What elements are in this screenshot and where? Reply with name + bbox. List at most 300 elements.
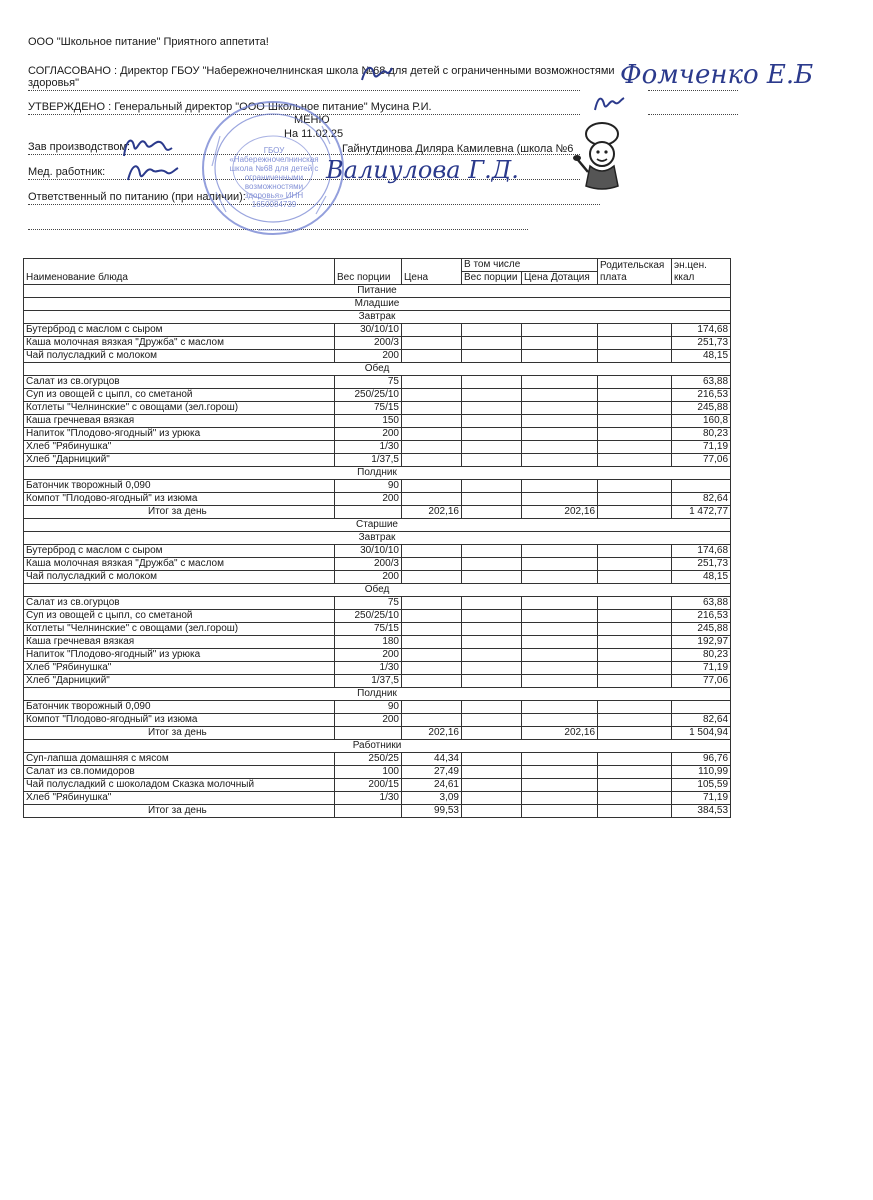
- parent-payment: [598, 701, 672, 714]
- energy-kcal: 251,73: [672, 558, 731, 571]
- subsidy-price: [522, 480, 598, 493]
- dish-name: Итог за день: [24, 506, 335, 519]
- table-row: [24, 402, 731, 415]
- subsidy-price: [522, 636, 598, 649]
- dish-name: Чай полусладкий с молоком: [24, 571, 335, 584]
- energy-kcal: 1 504,94: [672, 727, 731, 740]
- dish-name: Чай полусладкий с молоком: [24, 350, 335, 363]
- energy-kcal: 77,06: [672, 454, 731, 467]
- sub-portion-weight: [462, 506, 522, 519]
- sub-portion-weight: [462, 337, 522, 350]
- energy-kcal: [672, 701, 731, 714]
- energy-kcal: [672, 480, 731, 493]
- agreed-underline: [28, 90, 580, 91]
- subsidy-price: [522, 792, 598, 805]
- medic-initials-signature: [124, 158, 180, 190]
- sub-portion-weight: [462, 389, 522, 402]
- parent-payment: [598, 753, 672, 766]
- energy-kcal: 48,15: [672, 350, 731, 363]
- price: [402, 428, 462, 441]
- section-row: [24, 285, 731, 298]
- portion-weight: 90: [335, 480, 402, 493]
- section-title: Обед: [24, 584, 731, 597]
- director-sign-underline: [648, 90, 738, 91]
- parent-payment: [598, 376, 672, 389]
- dish-name: Напиток "Плодово-ягодный" из урюка: [24, 428, 335, 441]
- portion-weight: 1/30: [335, 441, 402, 454]
- subsidy-price: [522, 623, 598, 636]
- portion-weight: 200/3: [335, 337, 402, 350]
- price: 27,49: [402, 766, 462, 779]
- sub-portion-weight: [462, 324, 522, 337]
- table-row: [24, 428, 731, 441]
- energy-kcal: 245,88: [672, 623, 731, 636]
- portion-weight: 200: [335, 571, 402, 584]
- dish-name: Напиток "Плодово-ягодный" из урюка: [24, 649, 335, 662]
- energy-kcal: 110,99: [672, 766, 731, 779]
- portion-weight: 75/15: [335, 623, 402, 636]
- energy-kcal: 82,64: [672, 714, 731, 727]
- parent-payment: [598, 441, 672, 454]
- total-row: [24, 506, 731, 519]
- subsidy-price: [522, 441, 598, 454]
- dish-name: Хлеб "Дарницкий": [24, 675, 335, 688]
- agreed-line: СОГЛАСОВАНО : Директор ГБОУ "Набережночелнинская школа №68 для детей с ограниченными возможностями: [28, 65, 615, 77]
- subsidy-price: [522, 389, 598, 402]
- parent-payment: [598, 766, 672, 779]
- total-row: [24, 727, 731, 740]
- sub-portion-weight: [462, 597, 522, 610]
- subsidy-price: [522, 662, 598, 675]
- price: [402, 610, 462, 623]
- table-row: [24, 337, 731, 350]
- table-row: [24, 597, 731, 610]
- section-title: Работники: [24, 740, 731, 753]
- header-energy: [672, 259, 731, 285]
- dish-name: Салат из св.огурцов: [24, 376, 335, 389]
- subsidy-price: [522, 610, 598, 623]
- portion-weight: 1/30: [335, 662, 402, 675]
- portion-weight: [335, 506, 402, 519]
- subsidy-price: 202,16: [522, 727, 598, 740]
- section-row: [24, 584, 731, 597]
- parent-payment: [598, 649, 672, 662]
- parent-payment: [598, 610, 672, 623]
- table-row: [24, 701, 731, 714]
- portion-weight: 180: [335, 636, 402, 649]
- sub-portion-weight: [462, 571, 522, 584]
- portion-weight: 100: [335, 766, 402, 779]
- price: [402, 480, 462, 493]
- portion-weight: 1/37,5: [335, 454, 402, 467]
- section-row: [24, 363, 731, 376]
- sub-portion-weight: [462, 480, 522, 493]
- table-row: [24, 610, 731, 623]
- energy-kcal: 48,15: [672, 571, 731, 584]
- sub-portion-weight: [462, 623, 522, 636]
- dish-name: Хлеб "Дарницкий": [24, 454, 335, 467]
- parent-payment: [598, 506, 672, 519]
- table-row: [24, 649, 731, 662]
- energy-kcal: 245,88: [672, 402, 731, 415]
- dish-name: Батончик творожный 0,090: [24, 701, 335, 714]
- sub-portion-weight: [462, 493, 522, 506]
- section-title: Питание: [24, 285, 731, 298]
- parent-payment: [598, 714, 672, 727]
- sub-portion-weight: [462, 649, 522, 662]
- subsidy-price: [522, 766, 598, 779]
- energy-kcal: 80,23: [672, 649, 731, 662]
- table-row: [24, 766, 731, 779]
- table-row: [24, 675, 731, 688]
- menu-table: [23, 258, 731, 818]
- dish-name: Салат из св.огурцов: [24, 597, 335, 610]
- section-title: Завтрак: [24, 532, 731, 545]
- price: 202,16: [402, 506, 462, 519]
- subsidy-price: [522, 805, 598, 818]
- dish-name: Каша молочная вязкая "Дружба" с маслом: [24, 558, 335, 571]
- parent-payment: [598, 480, 672, 493]
- price: [402, 701, 462, 714]
- parent-payment: [598, 402, 672, 415]
- section-row: [24, 519, 731, 532]
- sub-portion-weight: [462, 727, 522, 740]
- header-including: В том числе: [462, 259, 598, 272]
- section-row: [24, 298, 731, 311]
- dish-name: Каша молочная вязкая "Дружба" с маслом: [24, 337, 335, 350]
- price: [402, 597, 462, 610]
- table-row: [24, 389, 731, 402]
- subsidy-price: [522, 350, 598, 363]
- header-sub-weight: Вес порции: [462, 272, 522, 285]
- portion-weight: 75: [335, 376, 402, 389]
- menu-table-body: [24, 285, 731, 818]
- table-row: [24, 792, 731, 805]
- table-row: [24, 350, 731, 363]
- energy-kcal: 96,76: [672, 753, 731, 766]
- table-row: [24, 324, 731, 337]
- parent-payment: [598, 792, 672, 805]
- subsidy-price: [522, 415, 598, 428]
- price: 99,53: [402, 805, 462, 818]
- dish-name: Котлеты "Челнинские" с овощами (зел.горош): [24, 402, 335, 415]
- table-row: [24, 376, 731, 389]
- subsidy-price: [522, 779, 598, 792]
- price: [402, 454, 462, 467]
- sub-portion-weight: [462, 675, 522, 688]
- dish-name: Салат из св.помидоров: [24, 766, 335, 779]
- sub-portion-weight: [462, 441, 522, 454]
- portion-weight: 200/3: [335, 558, 402, 571]
- portion-weight: 1/37,5: [335, 675, 402, 688]
- price: [402, 714, 462, 727]
- section-row: [24, 688, 731, 701]
- approved-sign-underline: [648, 114, 738, 115]
- subsidy-price: [522, 376, 598, 389]
- director-signature: Фомченко Е.Б: [620, 60, 814, 90]
- dish-name: Итог за день: [24, 805, 335, 818]
- dish-name: Каша гречневая вязкая: [24, 415, 335, 428]
- section-title: Полдник: [24, 688, 731, 701]
- sub-portion-weight: [462, 454, 522, 467]
- energy-kcal: 251,73: [672, 337, 731, 350]
- parent-payment: [598, 337, 672, 350]
- parent-payment: [598, 493, 672, 506]
- price: [402, 350, 462, 363]
- portion-weight: 250/25/10: [335, 610, 402, 623]
- total-row: [24, 805, 731, 818]
- portion-weight: 30/10/10: [335, 324, 402, 337]
- header-name: Наименование блюда: [24, 259, 335, 285]
- header-parent-pay-line1: Родительская: [600, 260, 665, 271]
- subsidy-price: [522, 337, 598, 350]
- subsidy-price: [522, 402, 598, 415]
- table-row: [24, 441, 731, 454]
- stamp-text: ГБОУ «Набережночелнинская школа №68 для детей с ограниченными возможностями здоровья» ИНН 1650084739: [229, 146, 319, 209]
- responsible-label: Ответственный по питанию (при наличии):: [28, 191, 246, 203]
- dish-name: Суп из овощей с цыпл, со сметаной: [24, 389, 335, 402]
- section-title: Младшие: [24, 298, 731, 311]
- header-price: Цена: [402, 259, 462, 285]
- approved-signature: [592, 92, 626, 118]
- price: [402, 571, 462, 584]
- section-title: Старшие: [24, 519, 731, 532]
- subsidy-price: [522, 558, 598, 571]
- energy-kcal: 71,19: [672, 662, 731, 675]
- dish-name: Чай полусладкий с шоколадом Сказка молочный: [24, 779, 335, 792]
- price: [402, 415, 462, 428]
- parent-payment: [598, 623, 672, 636]
- dish-name: Компот "Плодово-ягодный" из изюма: [24, 493, 335, 506]
- energy-kcal: 384,53: [672, 805, 731, 818]
- dish-name: Суп из овощей с цыпл, со сметаной: [24, 610, 335, 623]
- subsidy-price: [522, 597, 598, 610]
- parent-payment: [598, 324, 672, 337]
- parent-payment: [598, 636, 672, 649]
- energy-kcal: 105,59: [672, 779, 731, 792]
- sub-portion-weight: [462, 558, 522, 571]
- portion-weight: 200: [335, 714, 402, 727]
- energy-kcal: 71,19: [672, 792, 731, 805]
- sub-portion-weight: [462, 714, 522, 727]
- subsidy-price: [522, 324, 598, 337]
- sub-portion-weight: [462, 610, 522, 623]
- dish-name: Итог за день: [24, 727, 335, 740]
- sub-portion-weight: [462, 636, 522, 649]
- medic-label: Мед. работник:: [28, 166, 106, 178]
- subsidy-price: [522, 701, 598, 714]
- subsidy-price: [522, 649, 598, 662]
- agreed-signature: [358, 60, 394, 90]
- parent-payment: [598, 350, 672, 363]
- price: [402, 662, 462, 675]
- dish-name: Бутерброд с маслом с сыром: [24, 324, 335, 337]
- subsidy-price: [522, 428, 598, 441]
- energy-kcal: 216,53: [672, 389, 731, 402]
- subsidy-price: [522, 545, 598, 558]
- price: [402, 402, 462, 415]
- section-title: Полдник: [24, 467, 731, 480]
- price: [402, 649, 462, 662]
- header-parent-pay: [598, 259, 672, 285]
- portion-weight: 200: [335, 649, 402, 662]
- approved-line: УТВЕРЖДЕНО : Генеральный директор "ООО Школьное питание" Мусина Р.И.: [28, 101, 432, 113]
- portion-weight: 150: [335, 415, 402, 428]
- production-head-name: Гайнутдинова Диляра Камилевна (школа №6: [342, 143, 574, 155]
- table-row: [24, 779, 731, 792]
- sub-portion-weight: [462, 376, 522, 389]
- dish-name: Бутерброд с маслом с сыром: [24, 545, 335, 558]
- energy-kcal: 160,8: [672, 415, 731, 428]
- sub-portion-weight: [462, 701, 522, 714]
- subsidy-price: 202,16: [522, 506, 598, 519]
- table-row: [24, 753, 731, 766]
- sub-portion-weight: [462, 779, 522, 792]
- price: [402, 545, 462, 558]
- menu-date: На 11.02.25: [284, 128, 344, 140]
- sub-portion-weight: [462, 428, 522, 441]
- parent-payment: [598, 415, 672, 428]
- agreed-line-cont: здоровья": [28, 77, 80, 89]
- portion-weight: 75: [335, 597, 402, 610]
- header-parent-pay-line2: плата: [600, 272, 627, 283]
- price: [402, 675, 462, 688]
- price: [402, 324, 462, 337]
- portion-weight: [335, 805, 402, 818]
- price: [402, 623, 462, 636]
- table-row: [24, 454, 731, 467]
- section-row: [24, 467, 731, 480]
- portion-weight: 90: [335, 701, 402, 714]
- parent-payment: [598, 428, 672, 441]
- table-row: [24, 493, 731, 506]
- table-row: [24, 571, 731, 584]
- table-row: [24, 714, 731, 727]
- section-row: [24, 311, 731, 324]
- table-row: [24, 545, 731, 558]
- subsidy-price: [522, 753, 598, 766]
- portion-weight: 200/15: [335, 779, 402, 792]
- price: [402, 441, 462, 454]
- energy-kcal: 192,97: [672, 636, 731, 649]
- price: 202,16: [402, 727, 462, 740]
- portion-weight: 250/25: [335, 753, 402, 766]
- subsidy-price: [522, 454, 598, 467]
- portion-weight: 200: [335, 428, 402, 441]
- dish-name: Хлеб "Рябинушка": [24, 662, 335, 675]
- energy-kcal: 63,88: [672, 376, 731, 389]
- header-weight: Вес порции: [335, 259, 402, 285]
- portion-weight: 30/10/10: [335, 545, 402, 558]
- energy-kcal: 216,53: [672, 610, 731, 623]
- price: [402, 337, 462, 350]
- sub-portion-weight: [462, 792, 522, 805]
- energy-kcal: 63,88: [672, 597, 731, 610]
- parent-payment: [598, 597, 672, 610]
- sub-portion-weight: [462, 805, 522, 818]
- production-head-label: Зав производством:: [28, 141, 131, 153]
- table-row: [24, 558, 731, 571]
- dish-name: Котлеты "Челнинские" с овощами (зел.горош): [24, 623, 335, 636]
- sub-portion-weight: [462, 766, 522, 779]
- section-row: [24, 532, 731, 545]
- dish-name: Компот "Плодово-ягодный" из изюма: [24, 714, 335, 727]
- company-line: ООО "Школьное питание" Приятного аппетита!: [28, 36, 269, 48]
- parent-payment: [598, 571, 672, 584]
- energy-kcal: 82,64: [672, 493, 731, 506]
- portion-weight: 75/15: [335, 402, 402, 415]
- chef-logo-icon: [570, 120, 634, 192]
- energy-kcal: 174,68: [672, 324, 731, 337]
- section-row: [24, 740, 731, 753]
- sub-portion-weight: [462, 402, 522, 415]
- section-title: Завтрак: [24, 311, 731, 324]
- energy-kcal: 80,23: [672, 428, 731, 441]
- portion-weight: [335, 727, 402, 740]
- parent-payment: [598, 454, 672, 467]
- table-row: [24, 480, 731, 493]
- header-energy-line1: эн.цен.: [674, 260, 707, 271]
- price: 3,09: [402, 792, 462, 805]
- table-row: [24, 415, 731, 428]
- sub-portion-weight: [462, 753, 522, 766]
- sub-portion-weight: [462, 350, 522, 363]
- sub-portion-weight: [462, 662, 522, 675]
- dish-name: Хлеб "Рябинушка": [24, 441, 335, 454]
- subsidy-price: [522, 571, 598, 584]
- table-row: [24, 636, 731, 649]
- energy-kcal: 77,06: [672, 675, 731, 688]
- medic-signature: Валиулова Г.Д.: [326, 156, 519, 184]
- portion-weight: 250/25/10: [335, 389, 402, 402]
- portion-weight: 200: [335, 350, 402, 363]
- dish-name: Батончик творожный 0,090: [24, 480, 335, 493]
- dish-name: Каша гречневая вязкая: [24, 636, 335, 649]
- price: 24,61: [402, 779, 462, 792]
- parent-payment: [598, 727, 672, 740]
- parent-payment: [598, 389, 672, 402]
- header-sub-price: Цена Дотация: [522, 272, 598, 285]
- parent-payment: [598, 805, 672, 818]
- price: [402, 389, 462, 402]
- header-energy-line2: ккал: [674, 272, 695, 283]
- energy-kcal: 1 472,77: [672, 506, 731, 519]
- section-title: Обед: [24, 363, 731, 376]
- subsidy-price: [522, 714, 598, 727]
- price: [402, 376, 462, 389]
- parent-payment: [598, 662, 672, 675]
- price: [402, 493, 462, 506]
- price: 44,34: [402, 753, 462, 766]
- sub-portion-weight: [462, 415, 522, 428]
- energy-kcal: 174,68: [672, 545, 731, 558]
- dish-name: Хлеб "Рябинушка": [24, 792, 335, 805]
- dish-name: Суп-лапша домашняя с мясом: [24, 753, 335, 766]
- table-row: [24, 662, 731, 675]
- table-row: [24, 623, 731, 636]
- price: [402, 558, 462, 571]
- sub-portion-weight: [462, 545, 522, 558]
- menu-title: МЕНЮ: [294, 114, 330, 126]
- parent-payment: [598, 545, 672, 558]
- price: [402, 636, 462, 649]
- subsidy-price: [522, 675, 598, 688]
- portion-weight: 1/30: [335, 792, 402, 805]
- portion-weight: 200: [335, 493, 402, 506]
- subsidy-price: [522, 493, 598, 506]
- parent-payment: [598, 779, 672, 792]
- parent-payment: [598, 558, 672, 571]
